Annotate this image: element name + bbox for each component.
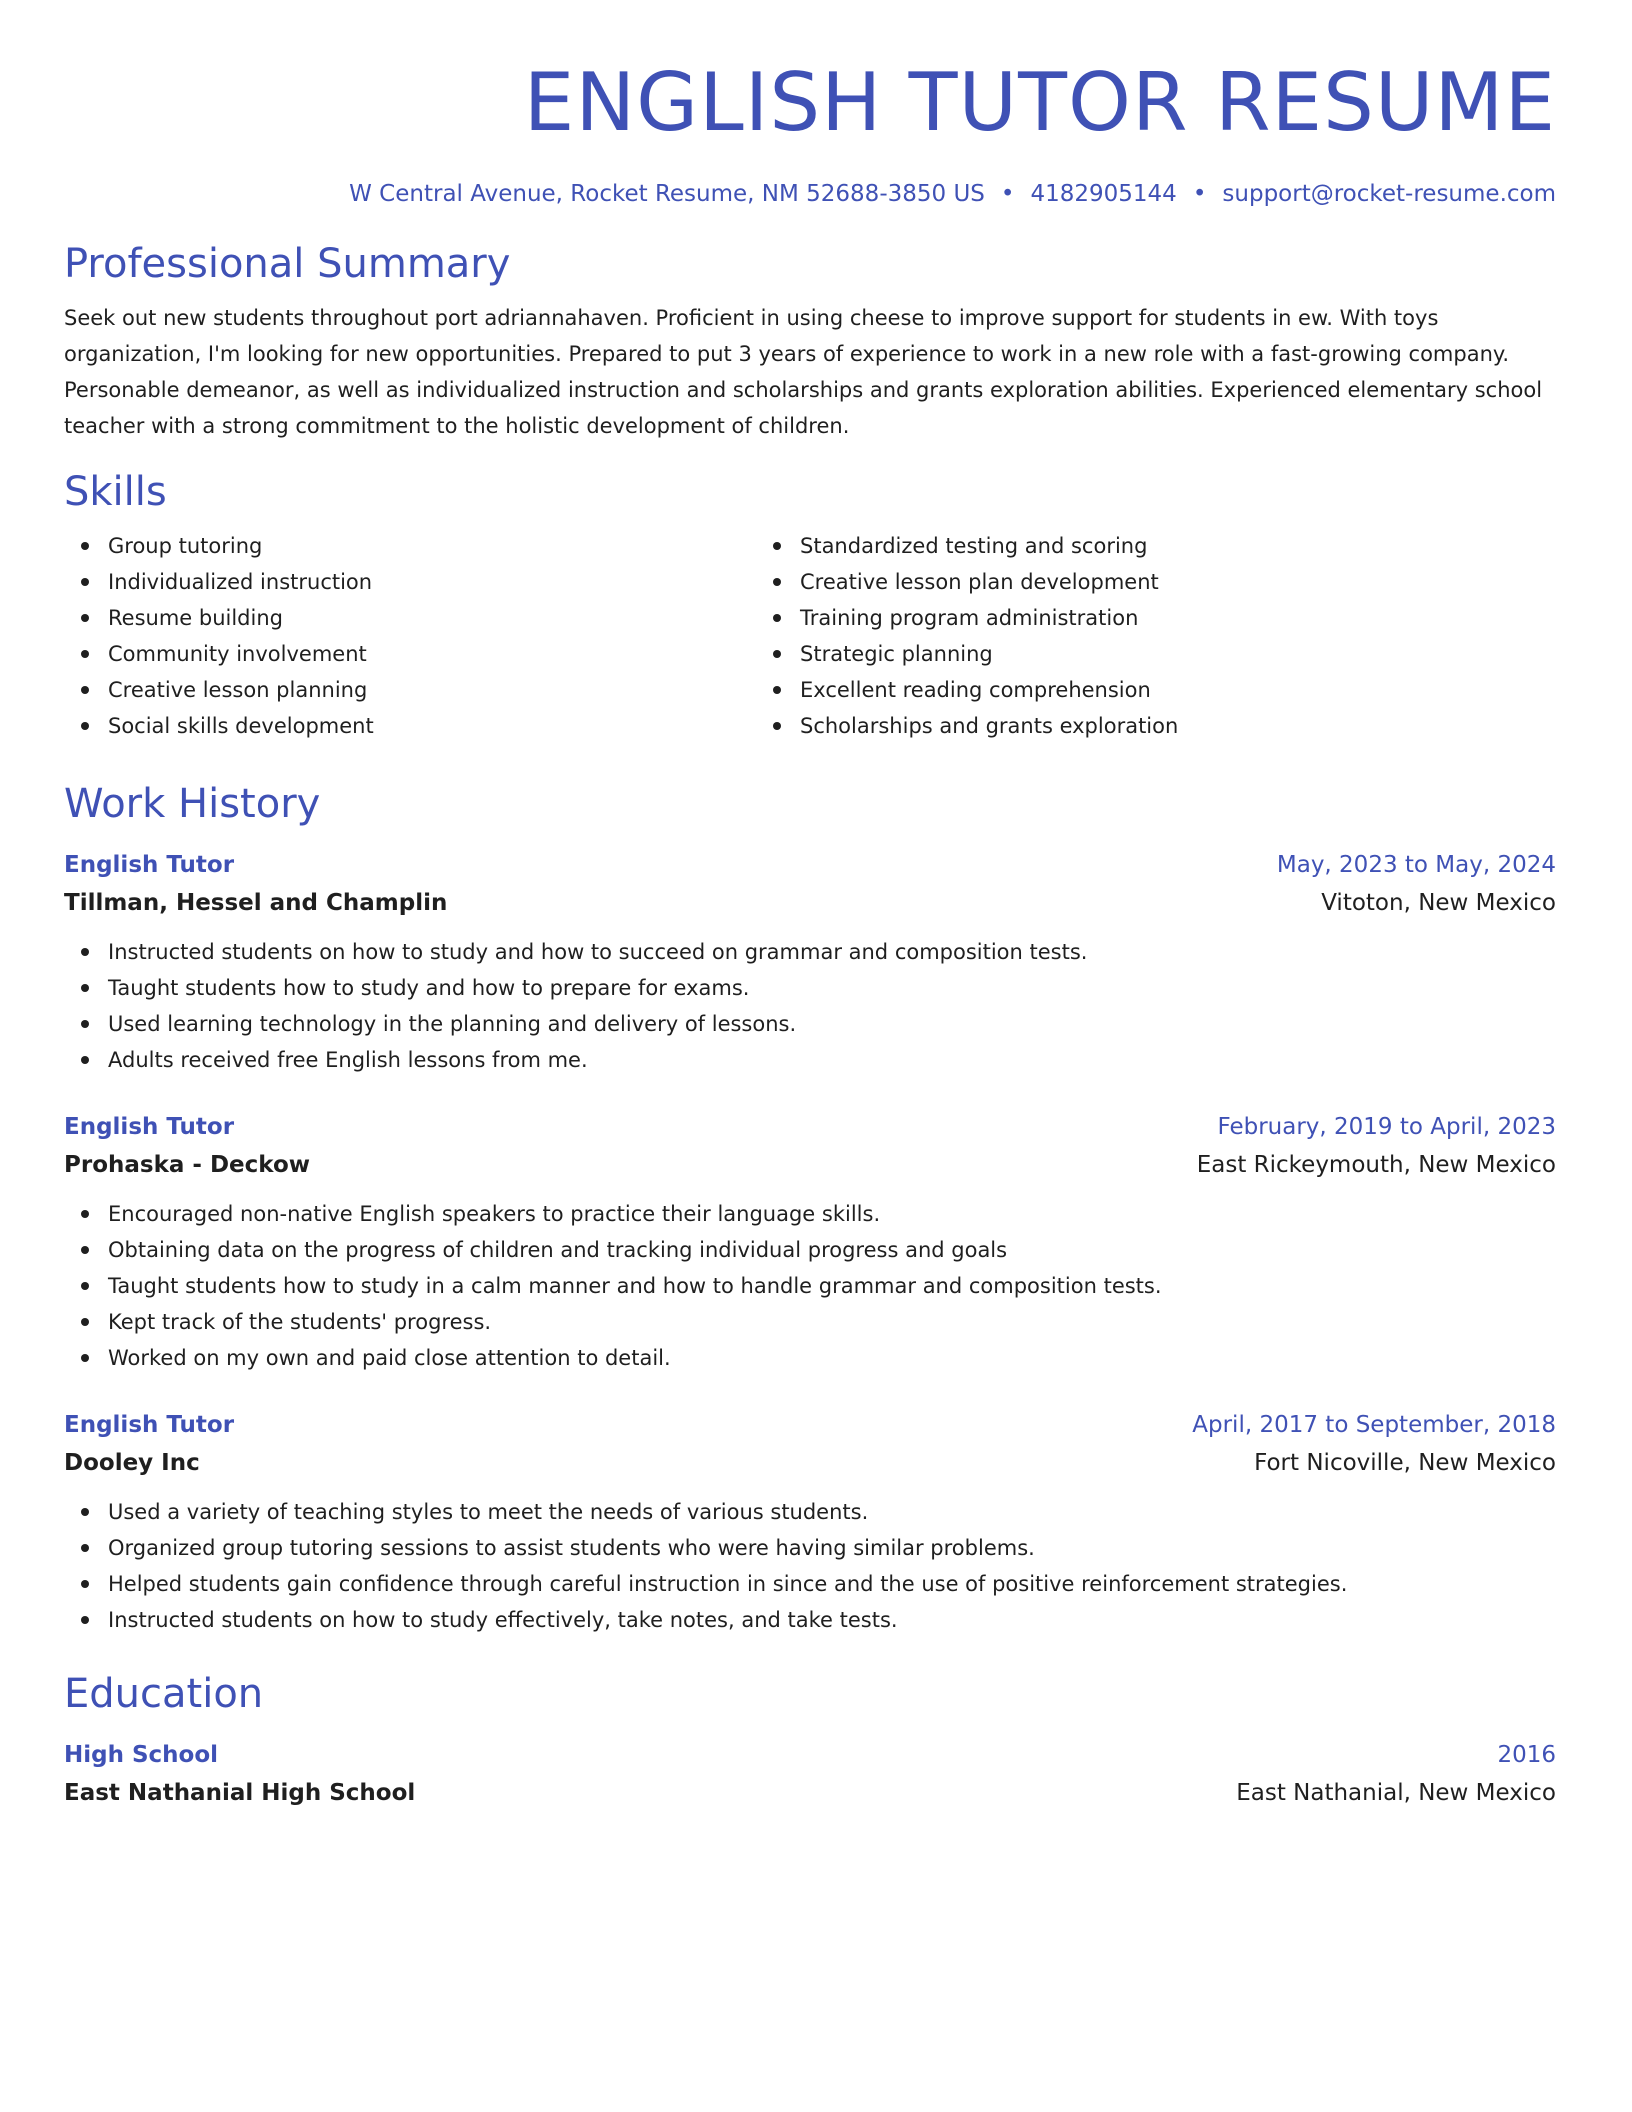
job-company: Tillman, Hessel and Champlin <box>64 890 448 916</box>
bullet-icon <box>773 722 781 730</box>
duty-item <box>108 1494 1556 1530</box>
skill-label: Strategic planning <box>800 642 993 666</box>
skill-item <box>800 564 1556 600</box>
duty-text: Kept track of the students' progress. <box>108 1310 492 1334</box>
skill-item <box>800 708 1556 744</box>
bullet-icon <box>773 686 781 694</box>
bullet-icon <box>81 1246 89 1254</box>
job-header-row <box>64 1108 1556 1146</box>
bullet-icon <box>773 542 781 550</box>
skill-item <box>108 672 756 708</box>
duty-item <box>108 1268 1556 1304</box>
bullet-icon <box>773 578 781 586</box>
bullet-icon <box>773 614 781 622</box>
skill-label: Resume building <box>108 606 283 630</box>
duty-text: Worked on my own and paid close attention to detail. <box>108 1346 671 1370</box>
job-company: Dooley Inc <box>64 1450 200 1476</box>
skill-item <box>800 528 1556 564</box>
skill-label: Creative lesson plan development <box>800 570 1159 594</box>
contact-line <box>64 178 1556 210</box>
duty-text: Adults received free English lessons from me. <box>108 1048 588 1072</box>
duty-item <box>108 1340 1556 1376</box>
education-header-row <box>64 1736 1556 1774</box>
bullet-icon <box>81 1580 89 1588</box>
job-entry <box>64 846 1556 1078</box>
bullet-icon <box>81 1616 89 1624</box>
job-role: English Tutor <box>64 852 235 878</box>
bullet-icon <box>81 650 89 658</box>
job-duties <box>64 1494 1556 1638</box>
bullet-icon <box>81 542 89 550</box>
resume-page <box>64 0 1556 1812</box>
bullet-icon <box>81 614 89 622</box>
skill-item <box>800 672 1556 708</box>
education-heading: Education <box>64 1671 264 1717</box>
contact-address: W Central Avenue, Rocket Resume, NM 52688-3850 US <box>349 181 985 207</box>
duty-text: Used learning technology in the planning and delivery of lessons. <box>108 1012 797 1036</box>
duty-item <box>108 1304 1556 1340</box>
duty-item <box>108 1530 1556 1566</box>
skill-item <box>108 636 756 672</box>
job-duties <box>64 1196 1556 1376</box>
skill-item <box>800 600 1556 636</box>
bullet-icon <box>81 1056 89 1064</box>
bullet-icon <box>81 948 89 956</box>
job-role: English Tutor <box>64 1412 235 1438</box>
duty-text: Encouraged non-native English speakers to practice their language skills. <box>108 1202 881 1226</box>
skills-heading: Skills <box>64 469 167 515</box>
job-location: Vitoton, New Mexico <box>1321 890 1556 916</box>
resume-title: ENGLISH TUTOR RESUME <box>523 56 1556 149</box>
bullet-icon <box>81 722 89 730</box>
bullet-icon <box>81 1282 89 1290</box>
duty-text: Taught students how to study and how to prepare for exams. <box>108 976 750 1000</box>
skill-label: Standardized testing and scoring <box>800 534 1148 558</box>
duty-item <box>108 1196 1556 1232</box>
job-location: East Rickeymouth, New Mexico <box>1196 1152 1556 1178</box>
bullet-icon <box>81 578 89 586</box>
duty-item <box>108 934 1556 970</box>
skill-label: Individualized instruction <box>108 570 373 594</box>
skill-label: Training program administration <box>800 606 1139 630</box>
skill-item <box>800 636 1556 672</box>
duty-item <box>108 1042 1556 1078</box>
skill-label: Social skills development <box>108 714 374 738</box>
bullet-icon <box>773 650 781 658</box>
bullet-icon <box>81 1354 89 1362</box>
work-history-heading: Work History <box>64 781 321 827</box>
duty-text: Used a variety of teaching styles to meet the needs of various students. <box>108 1500 869 1524</box>
education-year: 2016 <box>1497 1742 1556 1768</box>
bullet-icon <box>81 1508 89 1516</box>
job-dates: February, 2019 to April, 2023 <box>1217 1114 1556 1140</box>
job-company: Prohaska - Deckow <box>64 1152 311 1178</box>
skill-item <box>108 708 756 744</box>
duty-text: Instructed students on how to study effectively, take notes, and take tests. <box>108 1608 898 1632</box>
job-role: English Tutor <box>64 1114 235 1140</box>
duty-text: Organized group tutoring sessions to assist students who were having similar problems. <box>108 1536 1035 1560</box>
education-school: East Nathanial High School <box>64 1780 416 1806</box>
skill-label: Excellent reading comprehension <box>800 678 1151 702</box>
skills-column-right <box>756 528 1556 744</box>
job-entry <box>64 1406 1556 1638</box>
summary-heading: Professional Summary <box>64 241 511 287</box>
bullet-icon <box>81 984 89 992</box>
duty-item <box>108 970 1556 1006</box>
job-dates: April, 2017 to September, 2018 <box>1192 1412 1556 1438</box>
skill-item <box>108 564 756 600</box>
skill-item <box>108 528 756 564</box>
job-company-row <box>64 884 1556 922</box>
skills-list <box>64 528 1556 744</box>
education-degree: High School <box>64 1742 219 1768</box>
job-location: Fort Nicoville, New Mexico <box>1254 1450 1556 1476</box>
bullet-icon <box>81 1020 89 1028</box>
job-dates: May, 2023 to May, 2024 <box>1276 852 1556 878</box>
education-entry <box>64 1736 1556 1812</box>
bullet-icon <box>81 1544 89 1552</box>
contact-separator: • <box>1000 181 1015 207</box>
skills-column-left <box>64 528 756 744</box>
skill-label: Group tutoring <box>108 534 263 558</box>
bullet-icon <box>81 1318 89 1326</box>
skill-label: Scholarships and grants exploration <box>800 714 1179 738</box>
contact-email: support@rocket-resume.com <box>1222 181 1556 207</box>
contact-phone: 4182905144 <box>1030 181 1177 207</box>
duty-item <box>108 1006 1556 1042</box>
duty-item <box>108 1232 1556 1268</box>
skill-item <box>108 600 756 636</box>
job-header-row <box>64 1406 1556 1444</box>
duty-text: Obtaining data on the progress of children and tracking individual progress and goals <box>108 1238 1008 1262</box>
summary-text: Seek out new students throughout port adriannahaven. Proficient in using cheese to improve support for students in ew. With toys organization, I'm looking for new opportunities. Prepared to put 3 years of experience to work in a new role with a fast-growing company. Personable demeanor, as well as individualized instruction and scholarships and grants exploration abilities. Experienced elementary school teacher with a strong commitment to the holistic development of children. <box>64 306 1543 438</box>
job-company-row <box>64 1146 1556 1184</box>
job-duties <box>64 934 1556 1078</box>
duty-text: Helped students gain confidence through careful instruction in since and the use of positive reinforcement strategies. <box>108 1572 1348 1596</box>
job-header-row <box>64 846 1556 884</box>
skill-label: Creative lesson planning <box>108 678 368 702</box>
duty-text: Instructed students on how to study and how to succeed on grammar and composition tests. <box>108 940 1088 964</box>
contact-separator: • <box>1192 181 1207 207</box>
education-school-row <box>64 1774 1556 1812</box>
bullet-icon <box>81 1210 89 1218</box>
duty-item <box>108 1602 1556 1638</box>
job-entry <box>64 1108 1556 1376</box>
duty-text: Taught students how to study in a calm manner and how to handle grammar and composition tests. <box>108 1274 1162 1298</box>
job-company-row <box>64 1444 1556 1482</box>
skill-label: Community involvement <box>108 642 367 666</box>
duty-item <box>108 1566 1556 1602</box>
education-location: East Nathanial, New Mexico <box>1236 1780 1556 1806</box>
bullet-icon <box>81 686 89 694</box>
